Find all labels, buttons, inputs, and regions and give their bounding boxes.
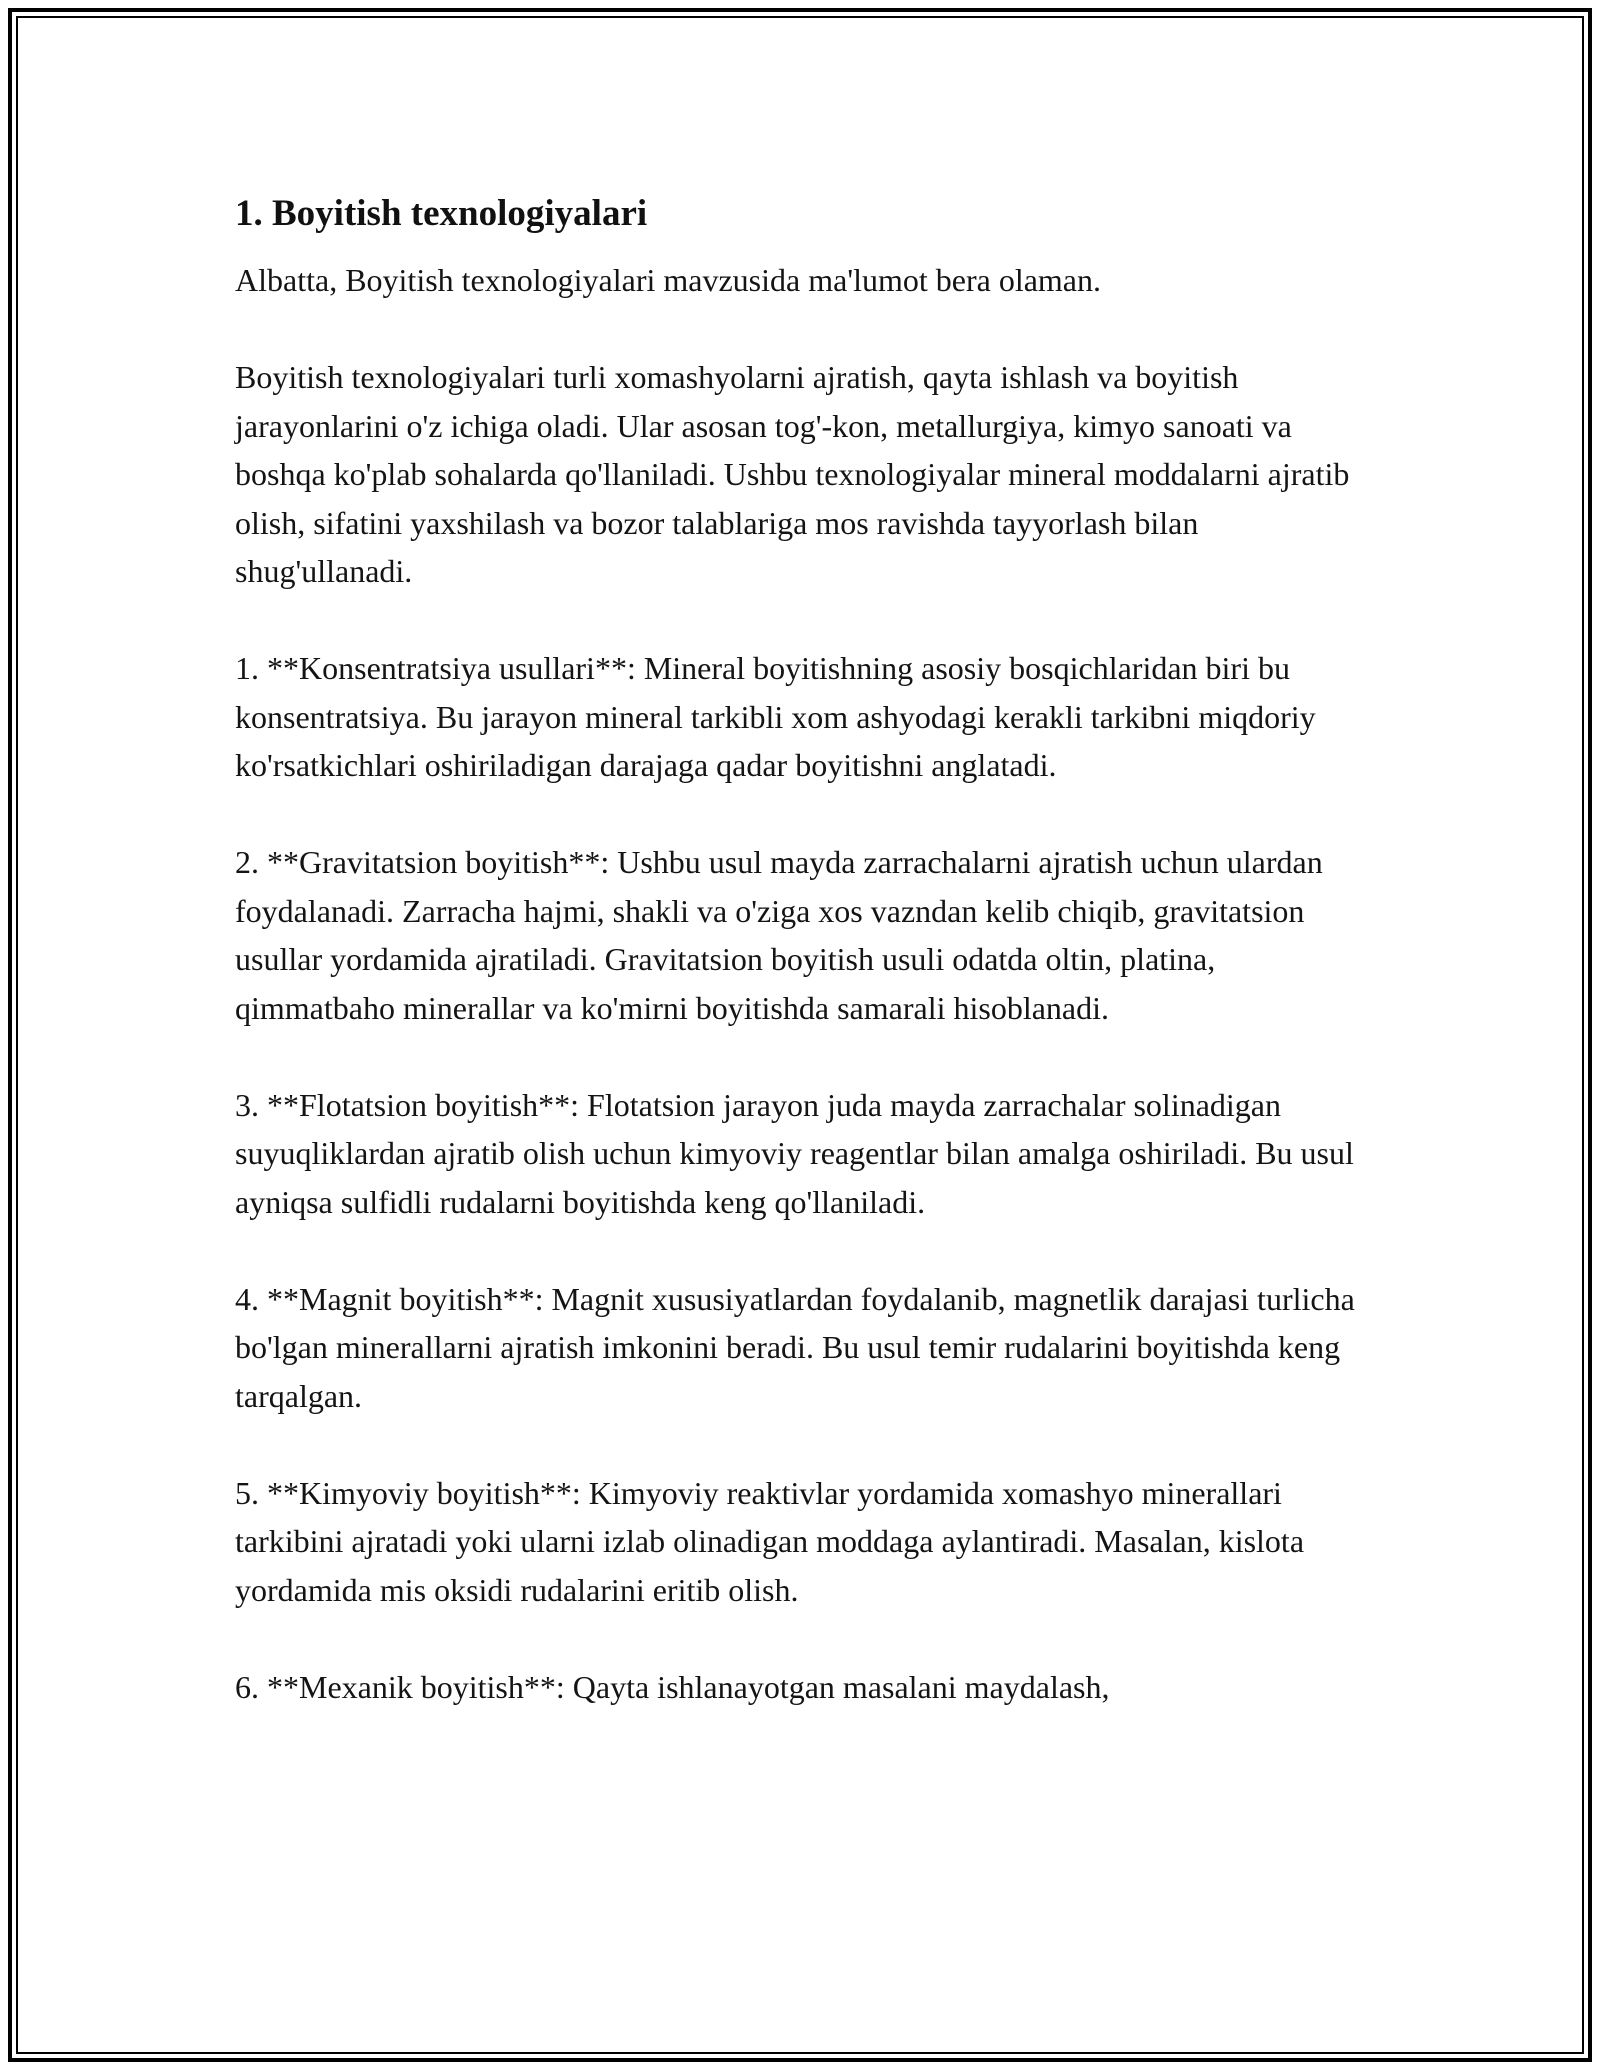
list-item-concentration: 1. **Konsentratsiya usullari**: Mineral boyitishning asosiy bosqichlaridan biri bu konsentratsiya. Bu jarayon mineral tarkibli xom ashyodagi kerakli tarkibni miqdoriy ko'rsatkichlari oshiriladigan darajaga qadar boyitishni anglatadi. [235,650,1316,783]
list-item-chemical: 5. **Kimyoviy boyitish**: Kimyoviy reaktivlar yordamida xomashyo minerallari tarkibini ajratadi yoki ularni izlab olinadigan moddaga aylantiradi. Masalan, kislota yordamida mis oksidi rudalarini eritib olish. [235,1474,1305,1608]
list-item-flotation: 3. **Flotatsion boyitish**: Flotatsion jarayon juda mayda zarrachalar solinadigan suyuqliklardan ajratib olish uchun kimyoviy reagentlar bilan amalga oshiriladi. Bu usul ayniqsa sulfidli rudalarni boyitishda keng qo'llaniladi. [235,1086,1354,1220]
list-item-mechanical: 6. **Mexanik boyitish**: Qayta ishlanayotgan masalani maydalash, [235,1668,1110,1705]
page-title: 1. Boyitish texnologiyalari [235,193,648,234]
list-item-gravitational: 2. **Gravitatsion boyitish**: Ushbu usul mayda zarrachalarni ajratish uchun ulardan foydalanadi. Zarracha hajmi, shakli va o'ziga xos vazndan kelib chiqib, gravitatsion usullar yordamida ajratiladi. Gravitatsion boyitish usuli odatda oltin, platina, qimmatbaho minerallar va ko'mirni boyitishda samarali hisoblanadi. [235,844,1323,1026]
intro-paragraph: Albatta, Boyitish texnologiyalari mavzusida ma'lumot bera olaman. [235,262,1101,298]
overview-paragraph: Boyitish texnologiyalari turli xomashyolarni ajratish, qayta ishlash va boyitish jarayonlarini o'z ichiga oladi. Ular asosan tog'-kon, metallurgiya, kimyo sanoati va boshqa ko'plab sohalarda qo'llaniladi. Ushbu texnologiyalar mineral moddalarni ajratib olish, sifatini yaxshilash va bozor talablariga mos ravishda tayyorlash bilan shug'ullanadi. [235,359,1350,589]
list-item-magnetic: 4. **Magnit boyitish**: Magnit xususiyatlardan foydalanib, magnetlik darajasi turlicha bo'lgan minerallarni ajratish imkonini beradi. Bu usul temir rudalarini boyitishda keng tarqalgan. [235,1280,1355,1414]
document-body [235,188,1375,1711]
